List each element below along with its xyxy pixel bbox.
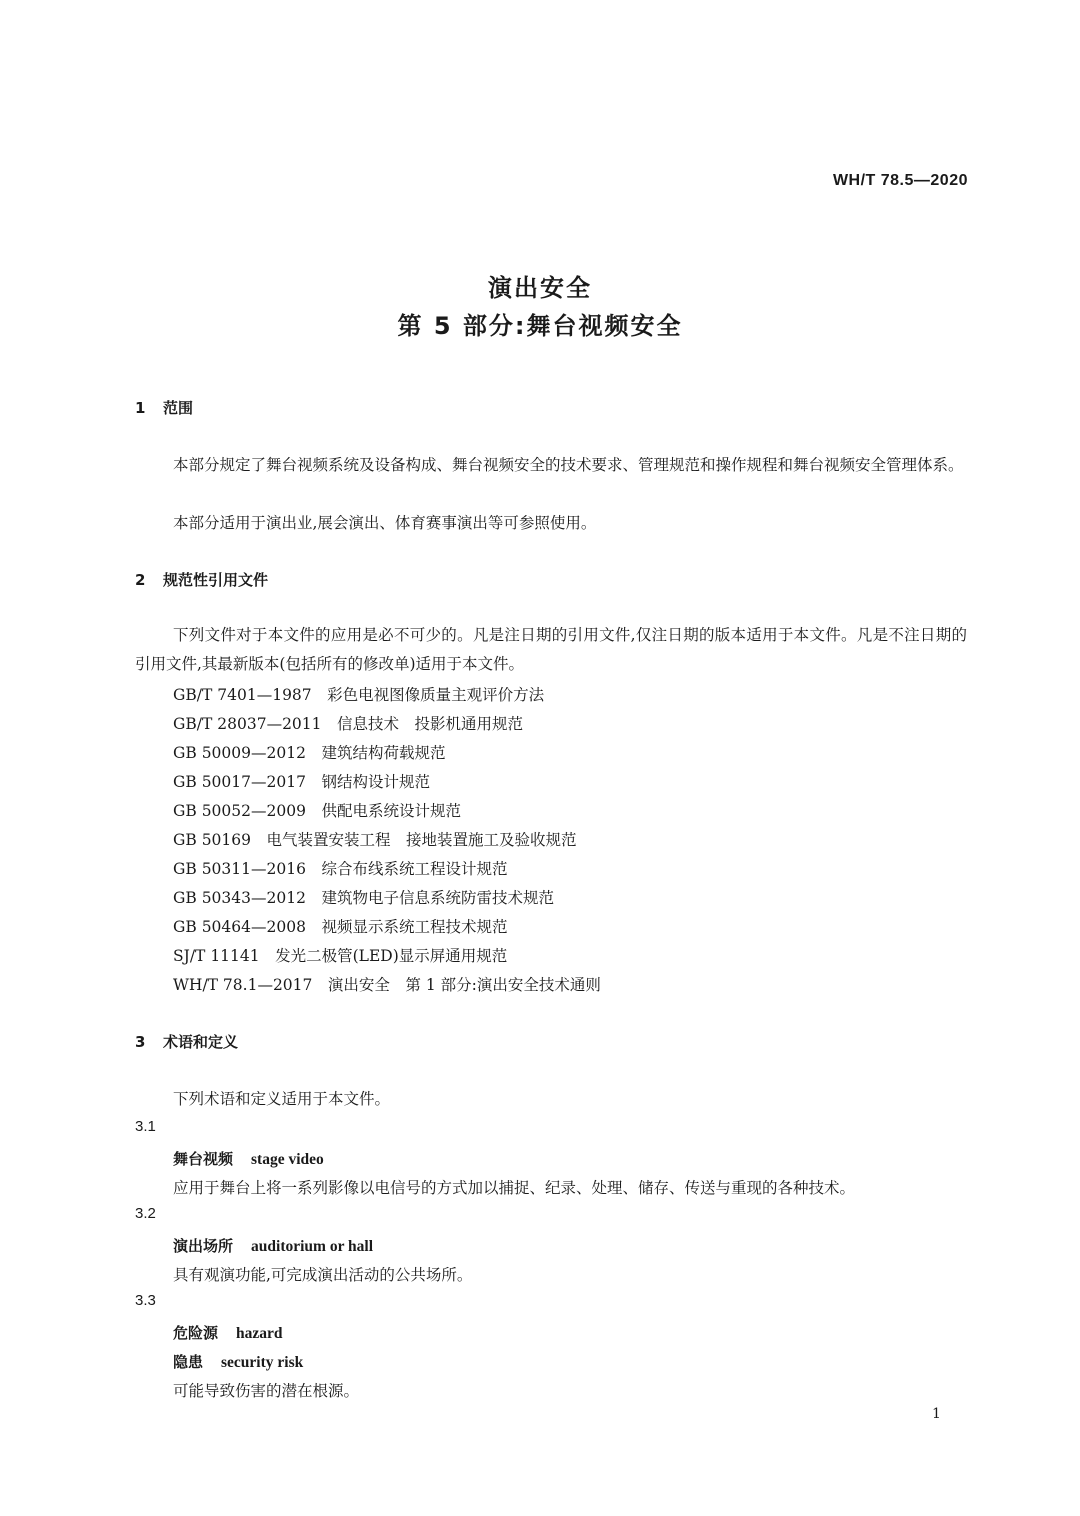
term-entry xyxy=(173,1235,373,1256)
reference-item: GB/T 28037—2011 信息技术 投影机通用规范 xyxy=(173,715,524,733)
reference-item: SJ/T 11141 发光二极管(LED)显示屏通用规范 xyxy=(173,947,508,965)
reference-item: GB 50009—2012 建筑结构荷载规范 xyxy=(173,744,446,762)
section-heading-scope xyxy=(135,397,193,418)
references-intro-paragraph: 下列文件对于本文件的应用是必不可少的。凡是注日期的引用文件,仅注日期的版本适用于本文件。凡是不注日期的引用文件,其最新版本(包括所有的修改单)适用于本文件。 xyxy=(135,626,967,673)
term-chinese: 危险源 xyxy=(173,1324,219,1342)
page-number: 1 xyxy=(932,1406,941,1422)
section-title: 规范性引用文件 xyxy=(163,571,269,589)
section-number: 2 xyxy=(135,571,146,589)
section-title: 术语和定义 xyxy=(163,1033,239,1051)
term-entry-synonym xyxy=(173,1351,303,1372)
term-english: security risk xyxy=(221,1354,304,1371)
reference-item: WH/T 78.1—2017 演出安全 第 1 部分:演出安全技术通则 xyxy=(173,976,601,994)
term-english: stage video xyxy=(251,1151,324,1168)
reference-item: GB 50343—2012 建筑物电子信息系统防雷技术规范 xyxy=(173,889,554,907)
term-entry xyxy=(173,1148,324,1169)
term-chinese: 演出场所 xyxy=(173,1237,234,1255)
document-title: 演出安全 xyxy=(488,274,592,302)
clause-number: 3.3 xyxy=(135,1292,156,1309)
clause-number: 3.1 xyxy=(135,1118,156,1135)
term-english: auditorium or hall xyxy=(251,1238,374,1255)
document-subtitle: 第 5 部分:舞台视频安全 xyxy=(397,312,683,340)
section-heading-terms-definitions xyxy=(135,1031,238,1052)
term-definition: 具有观演功能,可完成演出活动的公共场所。 xyxy=(173,1266,473,1284)
reference-item: GB 50311—2016 综合布线系统工程设计规范 xyxy=(173,860,508,878)
section-heading-normative-references xyxy=(135,569,268,590)
term-definition: 可能导致伤害的潜在根源。 xyxy=(173,1382,360,1400)
reference-item: GB 50464—2008 视频显示系统工程技术规范 xyxy=(173,918,508,936)
clause-number: 3.2 xyxy=(135,1205,156,1222)
term-english: hazard xyxy=(236,1325,283,1342)
term-entry xyxy=(173,1322,283,1343)
section-title: 范围 xyxy=(163,399,194,417)
terms-intro: 下列术语和定义适用于本文件。 xyxy=(173,1090,391,1108)
reference-item: GB 50052—2009 供配电系统设计规范 xyxy=(173,802,461,820)
reference-item: GB 50017—2017 钢结构设计规范 xyxy=(173,773,430,791)
term-definition: 应用于舞台上将一系列影像以电信号的方式加以捕捉、纪录、处理、储存、传送与重现的各种技术。 xyxy=(173,1179,856,1197)
term-chinese: 舞台视频 xyxy=(173,1150,234,1168)
scope-paragraph-1: 本部分规定了舞台视频系统及设备构成、舞台视频安全的技术要求、管理规范和操作规程和舞台视频安全管理体系。 xyxy=(173,456,964,474)
term-chinese: 隐患 xyxy=(173,1353,204,1371)
reference-item: GB/T 7401—1987 彩色电视图像质量主观评价方法 xyxy=(173,686,545,704)
scope-paragraph-2: 本部分适用于演出业,展会演出、体育赛事演出等可参照使用。 xyxy=(173,514,597,532)
reference-item: GB 50169 电气装置安装工程 接地装置施工及验收规范 xyxy=(173,831,577,849)
section-number: 3 xyxy=(135,1033,146,1051)
section-number: 1 xyxy=(135,399,146,417)
standard-code: WH/T 78.5—2020 xyxy=(832,172,968,189)
